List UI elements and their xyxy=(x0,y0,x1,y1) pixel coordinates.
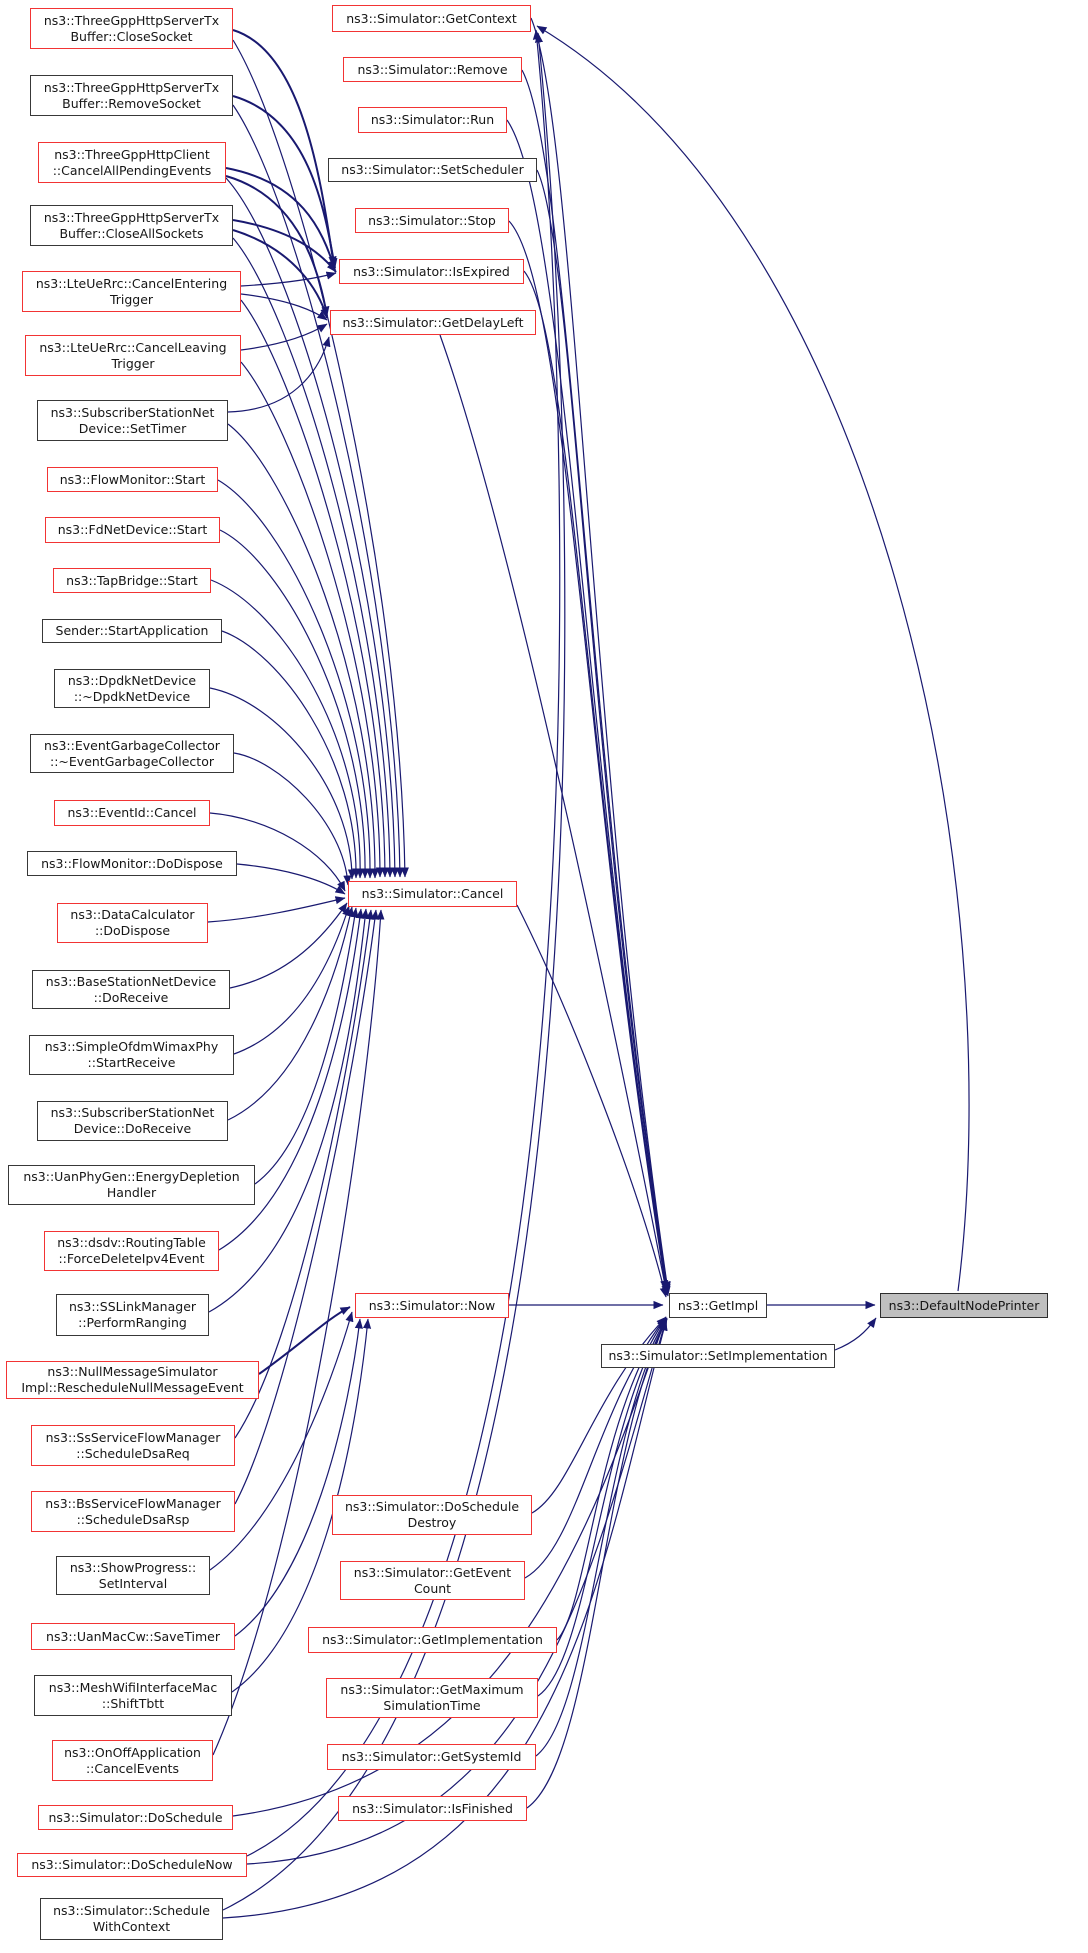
graph-node-close_socket[interactable] xyxy=(30,8,233,49)
graph-node-label: ::CancelAllPendingEvents xyxy=(52,162,212,178)
graph-node-label: ns3::Simulator::DoScheduleNow xyxy=(31,1857,233,1873)
graph-node-label: ns3::Simulator::IsFinished xyxy=(352,1800,513,1816)
graph-node-remove[interactable] xyxy=(343,57,522,82)
graph-node-label: ns3::SimpleOfdmWimaxPhy xyxy=(44,1039,219,1055)
graph-node-label: ns3::SsServiceFlowManager xyxy=(45,1429,221,1445)
graph-node-label: ::~EventGarbageCollector xyxy=(50,753,214,769)
graph-node-getdelayleft[interactable] xyxy=(330,310,536,335)
graph-node-subscriber_dorecv[interactable] xyxy=(37,1101,228,1141)
graph-node-label: ns3::FlowMonitor::DoDispose xyxy=(41,855,223,871)
graph-node-label: WithContext xyxy=(92,1919,171,1934)
edge-cancel_entering-to-cancel xyxy=(241,300,385,877)
graph-node-label: ns3::ThreeGppHttpServerTx xyxy=(43,12,220,28)
graph-node-label: ns3::Simulator::SetImplementation xyxy=(608,1348,828,1364)
graph-node-dpdk_dtor[interactable] xyxy=(54,669,210,708)
graph-node-label: Count xyxy=(413,1580,452,1596)
graph-node-uanphygen_energy[interactable] xyxy=(8,1165,255,1205)
graph-node-label: ns3::EventGarbageCollector xyxy=(44,737,220,753)
graph-node-label: ns3::ThreeGppHttpClient xyxy=(54,146,210,162)
graph-node-close_all_sockets[interactable] xyxy=(30,205,233,246)
graph-node-flowmonitor_start[interactable] xyxy=(47,467,218,492)
graph-node-label: ns3::UanPhyGen::EnergyDepletion xyxy=(23,1169,240,1185)
graph-node-label: Handler xyxy=(106,1185,157,1200)
graph-node-label: ::DoReceive xyxy=(93,989,169,1005)
graph-node-label: ns3::ThreeGppHttpServerTx xyxy=(43,209,220,225)
graph-node-doschedule[interactable] xyxy=(38,1805,233,1830)
graph-node-label: ns3::DpdkNetDevice xyxy=(67,672,197,688)
graph-node-label: ns3::Simulator::DoSchedule xyxy=(344,1499,520,1515)
graph-node-label: ns3::Simulator::IsExpired xyxy=(353,263,510,279)
graph-node-label: SetInterval xyxy=(98,1575,168,1591)
graph-node-label: ns3::LteUeRrc::CancelLeaving xyxy=(39,339,227,355)
graph-node-label: ns3::OnOffApplication xyxy=(64,1744,201,1760)
graph-node-showprogress_setint[interactable] xyxy=(56,1556,210,1595)
graph-node-label: ns3::Simulator::GetMaximum xyxy=(340,1682,524,1698)
graph-node-label: ns3::MeshWifiInterfaceMac xyxy=(48,1679,218,1695)
graph-node-label: Trigger xyxy=(109,291,154,307)
graph-node-datacalc_dodispose[interactable] xyxy=(57,903,208,943)
graph-node-label: SimulationTime xyxy=(383,1698,481,1713)
edge-remove-to-getimpl xyxy=(522,70,668,1292)
edge-subscriber_dorecv-to-cancel xyxy=(228,907,352,1120)
graph-node-eventid_cancel[interactable] xyxy=(54,800,210,826)
graph-node-label: ns3::Simulator::Cancel xyxy=(361,886,504,902)
graph-node-label: ns3::Simulator::GetContext xyxy=(346,10,517,26)
graph-node-label: ns3::GetImpl xyxy=(677,1297,759,1313)
graph-node-label: ns3::SubscriberStationNet xyxy=(50,404,215,420)
graph-node-onoff_cancelevents[interactable] xyxy=(52,1740,213,1781)
graph-node-set_timer[interactable] xyxy=(37,400,228,441)
graph-node-label: Sender::StartApplication xyxy=(55,623,209,639)
graph-node-label: ::ScheduleDsaRsp xyxy=(76,1511,190,1527)
graph-node-now[interactable] xyxy=(355,1293,509,1318)
graph-node-schedwithcontext[interactable] xyxy=(40,1898,223,1940)
graph-node-label: ::ScheduleDsaReq xyxy=(76,1445,190,1461)
graph-node-label: ns3::Simulator::Remove xyxy=(357,61,508,77)
graph-node-uanmaccw_savetimer[interactable] xyxy=(31,1623,235,1650)
graph-node-isfinished[interactable] xyxy=(338,1796,527,1821)
graph-node-label: ns3::DefaultNodePrinter xyxy=(888,1297,1040,1313)
edge-setimplementation-to-defaultnodeprinter xyxy=(835,1318,876,1350)
graph-node-label: ns3::LteUeRrc::CancelEntering xyxy=(35,275,228,291)
graph-node-label: ::~DpdkNetDevice xyxy=(73,688,191,704)
edge-cancel_entering-to-isexpired xyxy=(241,273,336,286)
graph-node-label: ns3::FlowMonitor::Start xyxy=(59,471,206,487)
graph-node-getsystemid[interactable] xyxy=(327,1744,536,1770)
graph-node-label: ns3::BaseStationNetDevice xyxy=(45,973,217,989)
graph-node-sender_startapp[interactable] xyxy=(42,619,222,643)
graph-node-event_garbage_dtor[interactable] xyxy=(30,734,234,773)
graph-node-defaultnodeprinter[interactable] xyxy=(880,1293,1048,1318)
graph-node-label: ns3::ShowProgress:: xyxy=(69,1559,197,1575)
edge-getdelayleft-to-getimpl xyxy=(440,335,666,1290)
graph-node-nullmsg_resched[interactable] xyxy=(6,1361,259,1399)
graph-node-label: ::PerformRanging xyxy=(78,1315,187,1330)
edge-nullmsg_resched-to-now xyxy=(259,1307,350,1374)
graph-node-label: ::ForceDeleteIpv4Event xyxy=(58,1251,205,1266)
graph-node-cancel[interactable] xyxy=(348,881,517,907)
graph-node-stop[interactable] xyxy=(355,208,509,233)
graph-node-label: ns3::SubscriberStationNet xyxy=(50,1105,215,1121)
graph-node-label: ns3::TapBridge::Start xyxy=(66,572,198,588)
graph-node-run[interactable] xyxy=(358,107,507,133)
graph-node-label: ::StartReceive xyxy=(87,1055,176,1070)
graph-node-fdnetdevice_start[interactable] xyxy=(45,517,220,543)
graph-node-label: ::ShiftTbtt xyxy=(101,1695,165,1711)
graph-node-sslink_ranging[interactable] xyxy=(56,1294,209,1336)
graph-node-label: ns3::Simulator::DoSchedule xyxy=(48,1809,223,1825)
graph-node-isexpired[interactable] xyxy=(339,259,524,284)
edge-cancel_leaving-to-cancel xyxy=(241,362,380,877)
edge-datacalc_dodispose-to-cancel xyxy=(208,898,345,922)
graph-node-label: ::CancelEvents xyxy=(85,1760,180,1776)
graph-node-setscheduler[interactable] xyxy=(328,158,537,182)
graph-node-label: ns3::Simulator::GetSystemId xyxy=(341,1749,522,1765)
graph-node-label: ns3::UanMacCw::SaveTimer xyxy=(46,1628,220,1644)
graph-node-cancel_entering[interactable] xyxy=(22,271,241,312)
graph-node-label: Destroy xyxy=(407,1515,457,1530)
graph-node-label: ns3::SSLinkManager xyxy=(68,1299,197,1315)
graph-node-geteventcount[interactable] xyxy=(340,1561,525,1600)
edge-cancel_leaving-to-getdelayleft xyxy=(241,324,327,350)
graph-node-label: ns3::Simulator::GetEvent xyxy=(353,1564,512,1580)
graph-node-label: ns3::FdNetDevice::Start xyxy=(57,522,208,538)
graph-node-label: Device::DoReceive xyxy=(73,1121,192,1136)
edge-basestation_dorecv-to-cancel xyxy=(230,903,347,988)
graph-node-label: ns3::Simulator::SetScheduler xyxy=(341,162,524,178)
graph-node-label: ns3::Simulator::Run xyxy=(370,112,495,128)
graph-node-label: ns3::DataCalculator xyxy=(70,907,195,923)
graph-node-label: ns3::Simulator::GetImplementation xyxy=(322,1632,543,1648)
graph-node-tapbridge_start[interactable] xyxy=(53,568,211,593)
graph-node-ss_dsareq[interactable] xyxy=(31,1425,235,1466)
graph-node-dsdv_forcedelete[interactable] xyxy=(44,1231,219,1271)
graph-node-basestation_dorecv[interactable] xyxy=(32,970,230,1009)
graph-node-label: ns3::NullMessageSimulator xyxy=(47,1364,218,1380)
graph-node-label: ::DoDispose xyxy=(94,923,171,938)
graph-node-label: ns3::BsServiceFlowManager xyxy=(45,1495,221,1511)
graph-node-label: Device::SetTimer xyxy=(78,420,187,436)
graph-node-doscheddestroy[interactable] xyxy=(332,1495,532,1535)
graph-node-getmaxsimtime[interactable] xyxy=(326,1678,538,1718)
graph-node-setimplementation[interactable] xyxy=(601,1344,835,1368)
graph-node-label: ns3::EventId::Cancel xyxy=(67,805,197,821)
graph-node-label: Buffer::RemoveSocket xyxy=(62,95,201,111)
graph-node-getimplementation[interactable] xyxy=(308,1627,557,1653)
graph-node-label: Trigger xyxy=(111,355,155,371)
graph-node-label: ns3::Simulator::GetDelayLeft xyxy=(342,314,524,330)
graph-node-label: ns3::Simulator::Now xyxy=(368,1297,496,1313)
graph-node-label: ns3::Simulator::Stop xyxy=(368,212,496,228)
graph-node-simpleofdm_startrecv[interactable] xyxy=(29,1035,234,1075)
edge-tapbridge_start-to-cancel xyxy=(211,580,360,878)
graph-node-meshwifi_shifttbtt[interactable] xyxy=(34,1675,232,1716)
edge-ss_dsareq-to-cancel xyxy=(235,910,371,1438)
graph-node-getcontext[interactable] xyxy=(332,5,531,32)
graph-node-getimpl[interactable] xyxy=(669,1293,767,1318)
graph-node-label: Buffer::CloseSocket xyxy=(70,28,193,44)
graph-node-cancel_all_pending[interactable] xyxy=(38,142,226,183)
edge-flowmon_dodispose-to-cancel xyxy=(237,864,345,894)
graph-node-flowmon_dodispose[interactable] xyxy=(27,851,237,876)
edge-sslink_ranging-to-cancel xyxy=(209,909,366,1312)
graph-node-label: ns3::Simulator::Schedule xyxy=(53,1903,210,1919)
graph-node-label: Impl::RescheduleNullMessageEvent xyxy=(21,1380,244,1395)
graph-node-label: ns3::dsdv::RoutingTable xyxy=(57,1235,206,1251)
graph-node-cancel_leaving[interactable] xyxy=(25,335,241,376)
edge-isfinished-to-getimpl xyxy=(527,1319,667,1808)
edge-close_all_sockets-to-isexpired xyxy=(233,220,336,272)
edge-close_all_sockets-to-getdelayleft xyxy=(233,230,327,318)
graph-node-label: ns3::ThreeGppHttpServerTx xyxy=(43,79,220,95)
graph-node-doschedulenow[interactable] xyxy=(17,1853,247,1877)
graph-node-label: Buffer::CloseAllSockets xyxy=(59,225,204,241)
graph-node-bs_dsarsp[interactable] xyxy=(31,1491,235,1532)
graph-node-remove_socket[interactable] xyxy=(30,75,233,116)
